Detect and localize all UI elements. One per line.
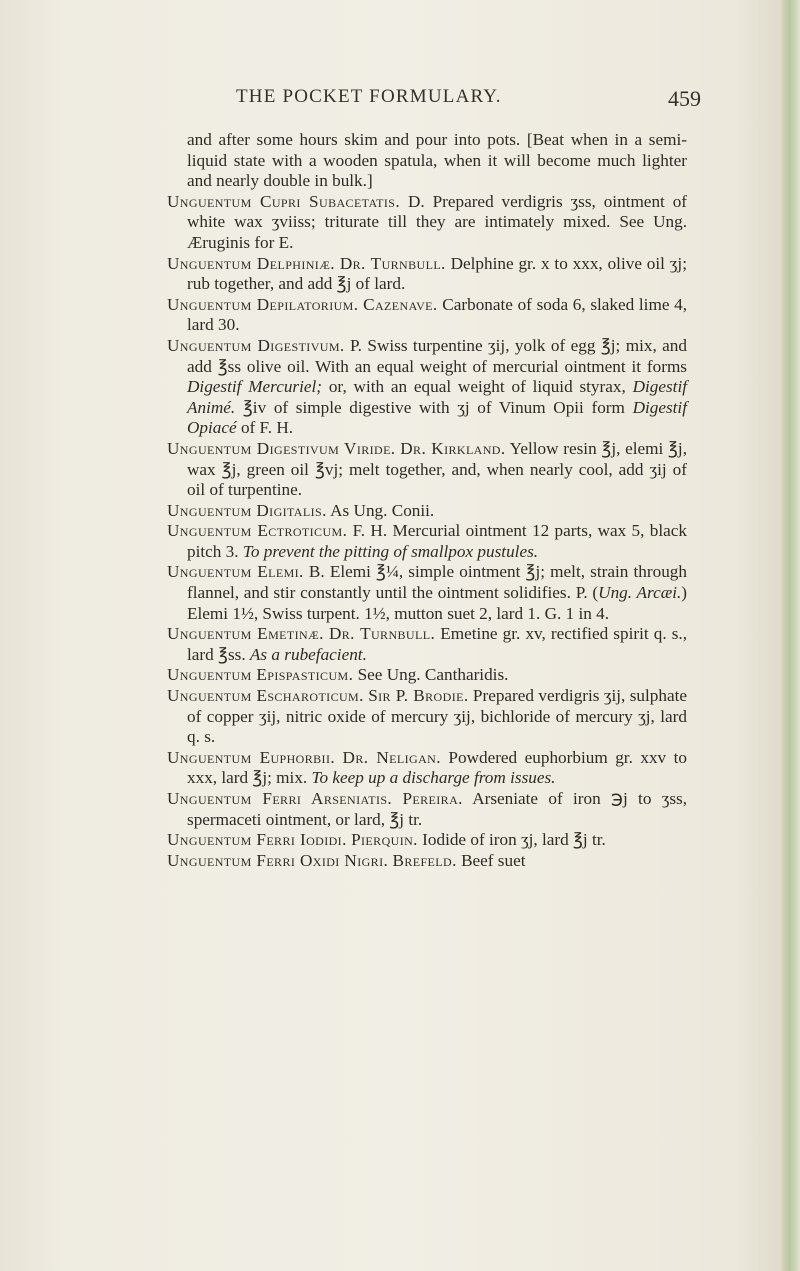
entry-title: Unguentum Ferri Iodidi.	[167, 830, 347, 850]
entry-ferri-arseniatis	[167, 789, 687, 830]
entry-title: Unguentum Elemi.	[167, 562, 304, 582]
entry-authority: Pierquin.	[351, 830, 418, 850]
entry-emetinae	[167, 624, 687, 665]
entry-text: Arseniate of iron ℈j to ʒss, spermaceti ointment, or lard, ℥j tr.	[187, 789, 688, 829]
entry-delphiniae	[167, 254, 687, 295]
page-edge	[782, 0, 800, 1271]
entry-authority: Cazenave.	[363, 294, 438, 314]
entry-title: Unguentum Ectroticum.	[167, 521, 348, 541]
entry-text: ) Elemi 1½, Swiss turpent. 1½, mutton suet 2, lard 1. G. 1 in 4.	[187, 583, 687, 623]
entry-italic: Digestif Mercuriel;	[187, 377, 323, 397]
entry-text: Carbonate of soda 6, slaked lime 4, lard 30.	[187, 294, 688, 335]
entry-ferri-oxidi-nigri	[167, 851, 687, 872]
entry-text: Yellow resin ℥j, elemi ℥j, wax ℥j, green oil ℥vj; melt together, and, when nearly cool, add ʒij of oil of turpentine.	[187, 438, 688, 500]
entry-euphorbii	[167, 748, 687, 789]
entry-epispasticum	[167, 665, 687, 686]
running-head: THE POCKET FORMULARY.	[236, 86, 502, 107]
entry-text: ℥iv of simple digestive with ʒj of Vinum Opii form	[242, 397, 625, 417]
entry-text: Swiss turpentine ʒij, yolk of egg ℥j; mix, and add ℥ss olive oil. With an equal weight of mercurial ointment it forms	[187, 335, 687, 376]
entry-authority: Dr. Neligan.	[342, 747, 441, 767]
entry-text: Prepared verdigris ʒij, sulphate of copper ʒij, nitric oxide of mercury ʒij, bichloride of mercury ʒj, lard q. s.	[187, 686, 688, 747]
entry-italic: Digestif Opiacé	[187, 397, 687, 438]
entry-title: Unguentum Delphiniæ.	[167, 253, 335, 273]
entry-text: Prepared verdigris ʒss, ointment of white wax ʒviiss; triturate till they are intimately mixed. See Ung. Æruginis for E.	[187, 191, 688, 252]
entry-title: Unguentum Depilatorium.	[167, 294, 359, 314]
entry-text: or, with an equal weight of liquid styrax,	[328, 377, 626, 397]
entry-title: Unguentum Ferri Oxidi Nigri.	[167, 850, 389, 870]
entry-text: Mercurial ointment 12 parts, wax 5, black pitch 3.	[187, 521, 688, 561]
entry-depilatorium	[167, 295, 687, 336]
entry-text: Delphine gr. x to xxx, olive oil ʒj; rub together, and add ℥j of lard.	[187, 253, 687, 294]
entry-ectroticum	[167, 521, 687, 562]
entry-ferri-iodidi	[167, 830, 687, 851]
entry-digestivum-viride	[167, 439, 687, 501]
entry-title: Unguentum Ferri Arseniatis.	[167, 789, 393, 808]
entry-cupri-subacetatis	[167, 192, 687, 254]
entry-authority: Dr. Turnbull.	[328, 624, 436, 644]
entry-title: Unguentum Digestivum.	[167, 335, 345, 355]
entry-text: of F. H.	[240, 418, 294, 438]
entry-italic: Ung. Arcæi.	[598, 583, 682, 603]
entry-authority: F. H.	[352, 521, 388, 541]
entry-italic: As a rubefacient.	[249, 644, 367, 664]
entry-text: As Ung. Conii.	[330, 500, 435, 520]
entry-authority: D.	[407, 191, 425, 211]
entry-digestivum	[167, 336, 687, 439]
entry-authority: Pereira.	[402, 789, 463, 808]
entry-title: Unguentum Digitalis.	[167, 500, 327, 520]
entry-text: Powdered euphorbium gr. xxv to xxx, lard ℥j; mix.	[187, 747, 688, 788]
entry-authority: P.	[350, 335, 362, 355]
entry-italic: To keep up a discharge from issues.	[311, 768, 556, 788]
formulary-text	[167, 130, 687, 871]
entry-authority: Brefeld.	[392, 850, 457, 870]
entry-italic: To prevent the pitting of smallpox pustules.	[242, 541, 539, 561]
entry-italic: Digestif Animé.	[187, 377, 688, 417]
entry-title: Unguentum Escharoticum.	[167, 686, 364, 706]
entry-title: Unguentum Emetinæ.	[167, 624, 324, 644]
entry-text: Elemi ℥¼, simple ointment ℥j; melt, strain through flannel, and stir constantly until the ointment solidifies. P. (	[187, 562, 687, 603]
entry-text: Beef suet	[461, 850, 526, 870]
entry-authority: B.	[308, 562, 325, 582]
entry-authority: Sir P. Brodie.	[368, 686, 469, 706]
page-number: 459	[668, 86, 701, 111]
entry-text: See Ung. Cantharidis.	[357, 665, 509, 685]
page-header	[0, 86, 800, 116]
entry-text: Emetine gr. xv, rectified spirit q. s., lard ℥ss.	[187, 624, 688, 664]
entry-authority: Dr. Turnbull.	[339, 253, 446, 273]
entry-title: Unguentum Euphorbii.	[167, 747, 336, 767]
entry-title: Unguentum Cupri Subacetatis.	[167, 191, 401, 211]
entry-title: Unguentum Epispasticum.	[167, 665, 354, 685]
entry-elemi	[167, 562, 687, 624]
entry-digitalis	[167, 501, 687, 522]
entry-text: Iodide of iron ʒj, lard ℥j tr.	[422, 830, 606, 850]
entry-continuation: and after some hours skim and pour into pots. [Beat when in a semi-liquid state with a wooden spatula, when it will become much lighter and nearly double in bulk.]	[187, 130, 687, 191]
entry-title: Unguentum Digestivum Viride.	[167, 438, 396, 458]
entry-authority: Dr. Kirkland.	[400, 438, 506, 458]
entry-escharoticum	[167, 686, 687, 748]
